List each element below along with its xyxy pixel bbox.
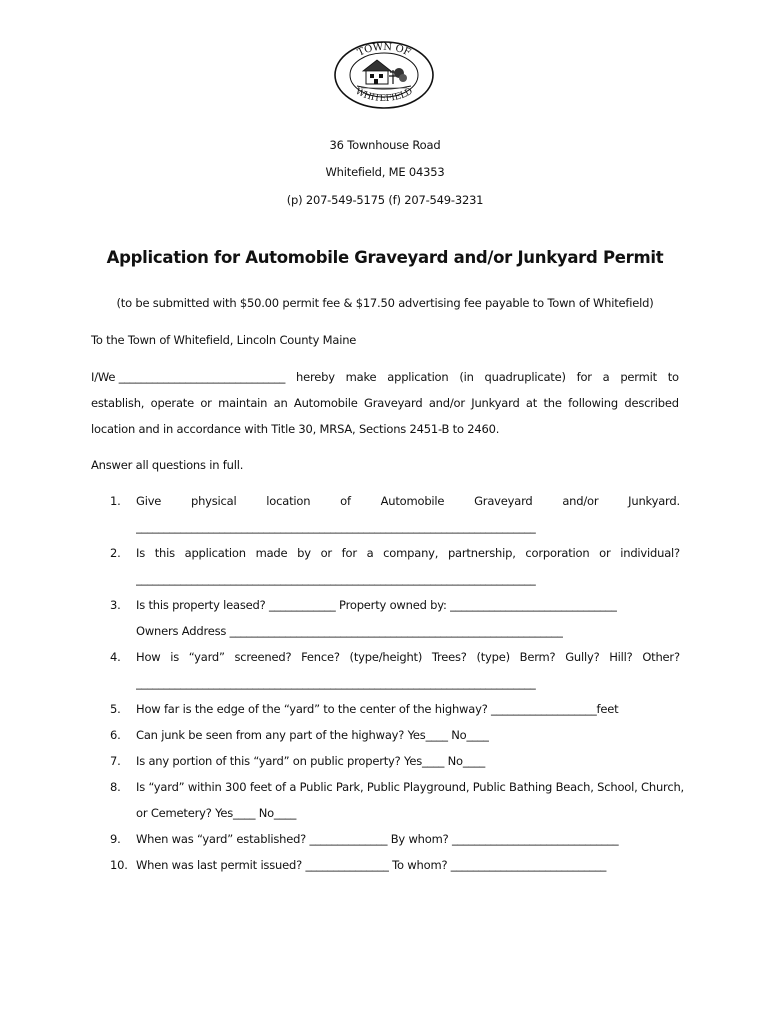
page-title: Application for Automobile Graveyard and/or Junkyard Permit: [106, 248, 664, 267]
question-number: 5.: [110, 702, 121, 716]
question-5: [110, 702, 680, 718]
instructions: Answer all questions in full.: [91, 458, 244, 472]
address-city: Whitefield, ME 04353: [325, 165, 445, 179]
question-number: 3.: [110, 598, 121, 612]
svg-text:TOWN OF: TOWN OF: [355, 41, 412, 59]
answer-blank-2[interactable]: ________________________________________________________________________: [136, 572, 536, 586]
question-8: [110, 780, 684, 796]
question-4: [110, 650, 680, 666]
question-10: [110, 858, 680, 874]
intro-line-3: location and in accordance with Title 30, MRSA, Sections 2451-B to 2460.: [91, 422, 500, 436]
question-text[interactable]: How far is the edge of the “yard” to the center of the highway? ___________________feet: [136, 702, 619, 716]
question-text[interactable]: Is any portion of this “yard” on public property? Yes____ No____: [136, 754, 486, 768]
answer-blank-1[interactable]: ________________________________________________________________________: [136, 520, 536, 534]
intro-line-1: I/We ______________________________ hereby make application (in quadruplicate) for a permit to: [91, 370, 679, 384]
question-text: How is “yard” screened? Fence? (type/height) Trees? (type) Berm? Gully? Hill? Other?: [136, 650, 680, 664]
fee-note: (to be submitted with $50.00 permit fee & $17.50 advertising fee payable to Town of Whitefield): [116, 296, 654, 310]
question-number: 8.: [110, 780, 121, 794]
question-number: 1.: [110, 494, 121, 508]
question-2: [110, 546, 680, 562]
question-number: 9.: [110, 832, 121, 846]
question-number: 4.: [110, 650, 121, 664]
question-7: [110, 754, 680, 770]
owners-address-line[interactable]: Owners Address ____________________________________________________________: [136, 624, 563, 638]
question-number: 7.: [110, 754, 121, 768]
question-text[interactable]: Is this property leased? ____________ Property owned by: ______________________________: [136, 598, 617, 612]
question-1: [110, 494, 680, 510]
question-text[interactable]: Can junk be seen from any part of the highway? Yes____ No____: [136, 728, 489, 742]
answer-blank-4[interactable]: ________________________________________________________________________: [136, 676, 536, 690]
question-number: 2.: [110, 546, 121, 560]
question-text[interactable]: When was last permit issued? _______________ To whom? ____________________________: [136, 858, 607, 872]
question-text[interactable]: When was “yard” established? ______________ By whom? ______________________________: [136, 832, 619, 846]
address-street: 36 Townhouse Road: [329, 138, 441, 152]
addressee: To the Town of Whitefield, Lincoln County Maine: [91, 333, 357, 347]
svg-text:WHITEFIELD: WHITEFIELD: [353, 86, 415, 105]
question-number: 10.: [110, 858, 128, 872]
town-seal-logo: [333, 40, 435, 110]
question-text: Is “yard” within 300 feet of a Public Park, Public Playground, Public Bathing Beach, School, Church,: [136, 780, 684, 794]
address-phones: (p) 207-549-5175 (f) 207-549-3231: [286, 193, 484, 207]
question-text: Is this application made by or for a company, partnership, corporation or individual?: [136, 546, 680, 560]
question-text: Give physical location of Automobile Graveyard and/or Junkyard.: [136, 494, 680, 508]
applicant-name-blank[interactable]: I/We ______________________________: [91, 370, 286, 384]
question-6: [110, 728, 680, 744]
question-number: 6.: [110, 728, 121, 742]
question-8-line-2[interactable]: or Cemetery? Yes____ No____: [136, 806, 297, 820]
question-3: [110, 598, 680, 614]
intro-line-2: establish, operate or maintain an Automobile Graveyard and/or Junkyard at the following described: [91, 396, 679, 410]
question-9: [110, 832, 680, 848]
